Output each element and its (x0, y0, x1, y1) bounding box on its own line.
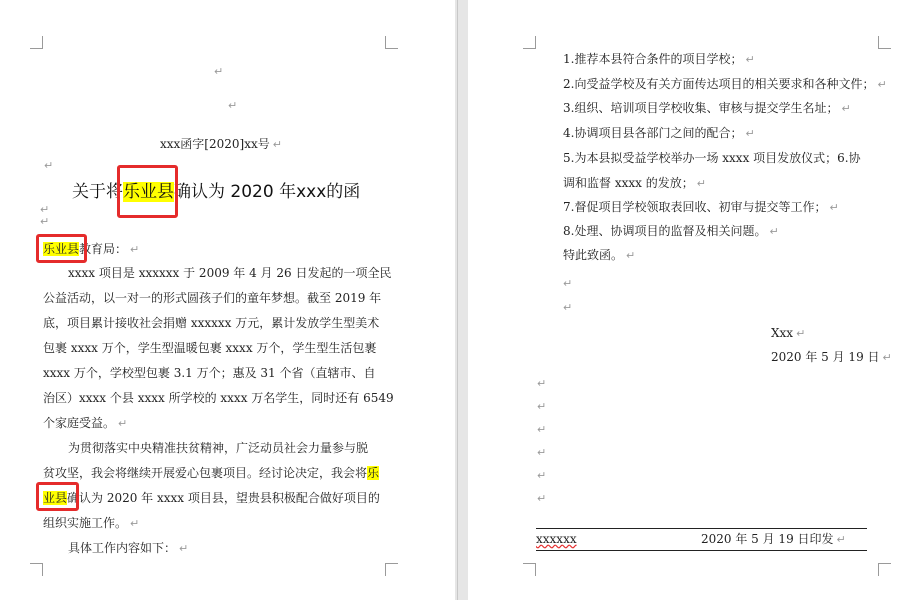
list-item[interactable]: 1.推荐本县符合条件的项目学校； ↵ (563, 52, 755, 66)
line-start-highlight: 业县 (43, 491, 68, 505)
annotation-box (117, 165, 178, 218)
crop-mark (878, 36, 891, 49)
crop-mark (30, 563, 43, 576)
annotation-box (36, 234, 87, 263)
paragraph-mark: ↵ (537, 446, 547, 459)
salutation[interactable]: 乐业县教育局： ↵ (43, 242, 140, 256)
annotation-box (36, 482, 79, 511)
footer-issuer[interactable]: xxxxxx (536, 532, 577, 546)
body-line[interactable]: 组织实施工作。 ↵ (43, 516, 140, 530)
body-line[interactable]: 底，项目累计接收社会捐赠 xxxxxx 万元，累计发放学生型美术 (43, 316, 380, 330)
paragraph-mark: ↵ (40, 215, 50, 228)
paragraph-mark: ↵ (563, 301, 573, 314)
salutation-highlight: 乐业县 (43, 242, 80, 256)
document-page-right[interactable] (468, 0, 917, 600)
document-title[interactable]: 关于将乐业县确认为 2020 年xxx的函 (72, 182, 361, 202)
document-number[interactable]: xxx函字[2020]xx号 ↵ (160, 137, 282, 151)
body-line[interactable]: 公益活动，以一对一的形式圆孩子们的童年梦想。截至 2019 年 (43, 291, 382, 305)
paragraph-mark: ↵ (537, 400, 547, 413)
body-line[interactable]: 包裹 xxxx 万个，学生型温暖包裹 xxxx 万个，学生型生活包裹 (43, 341, 377, 355)
list-item[interactable]: 8.处理、协调项目的监督及相关问题。 ↵ (563, 224, 779, 238)
paragraph-mark: ↵ (40, 203, 50, 216)
paragraph-mark: ↵ (44, 159, 54, 172)
crop-mark (30, 36, 43, 49)
list-item[interactable]: 4.协调项目县各部门之间的配合； ↵ (563, 126, 755, 140)
list-item[interactable]: 3.组织、培训项目学校收集、审核与提交学生名址； ↵ (563, 101, 851, 115)
crop-mark (385, 563, 398, 576)
document-page-left[interactable] (0, 0, 455, 600)
list-item[interactable]: 调和监督 xxxx 的发放； ↵ (563, 176, 706, 190)
paragraph-mark: ↵ (537, 492, 547, 505)
paragraph-mark: ↵ (563, 277, 573, 290)
footer-issue-date[interactable]: 2020 年 5 月 19 日印发 ↵ (701, 532, 846, 546)
paragraph-mark: ↵ (537, 423, 547, 436)
body-line[interactable]: 业县确认为 2020 年 xxxx 项目县，望贵县积极配合做好项目的 (43, 491, 380, 505)
body-line[interactable]: 具体工作内容如下： ↵ (68, 541, 189, 555)
body-line[interactable]: 治区）xxxx 个县 xxxx 所学校的 xxxx 万名学生，同时还有 6549 (43, 391, 394, 405)
crop-mark (523, 563, 536, 576)
body-line[interactable]: 个家庭受益。 ↵ (43, 416, 128, 430)
list-item[interactable]: 5.为本县拟受益学校举办一场 xxxx 项目发放仪式；6.协 (563, 151, 861, 165)
crop-mark (385, 36, 398, 49)
paragraph-mark: ↵ (537, 469, 547, 482)
paragraph-mark: ↵ (228, 99, 238, 112)
line-end-highlight: 乐 (367, 466, 380, 480)
crop-mark (523, 36, 536, 49)
body-line[interactable]: 为贯彻落实中央精准扶贫精神，广泛动员社会力量参与脱 (68, 441, 369, 455)
body-line[interactable]: 贫攻坚，我会将继续开展爱心包裹项目。经讨论决定，我会将乐 (43, 466, 380, 480)
footer-rule-top (536, 528, 867, 529)
closing-line[interactable]: 特此致函。 ↵ (563, 248, 636, 262)
title-highlight: 乐业县 (123, 182, 174, 202)
footer-rule-bottom (536, 550, 867, 551)
page-gutter (455, 0, 468, 600)
list-item[interactable]: 2.向受益学校及有关方面传达项目的相关要求和各种文件； ↵ (563, 77, 887, 91)
list-item[interactable]: 7.督促项目学校领取表回收、初审与提交等工作； ↵ (563, 200, 839, 214)
crop-mark (878, 563, 891, 576)
signature-date[interactable]: 2020 年 5 月 19 日 ↵ (771, 350, 892, 364)
paragraph-mark: ↵ (214, 65, 224, 78)
body-line[interactable]: xxxx 项目是 xxxxxx 于 2009 年 4 月 26 日发起的一项全民 (68, 266, 392, 280)
paragraph-mark: ↵ (537, 377, 547, 390)
body-line[interactable]: xxxx 万个，学校型包裹 3.1 万个；惠及 31 个省（直辖市、自 (43, 366, 376, 380)
signature[interactable]: Xxx ↵ (771, 326, 806, 340)
